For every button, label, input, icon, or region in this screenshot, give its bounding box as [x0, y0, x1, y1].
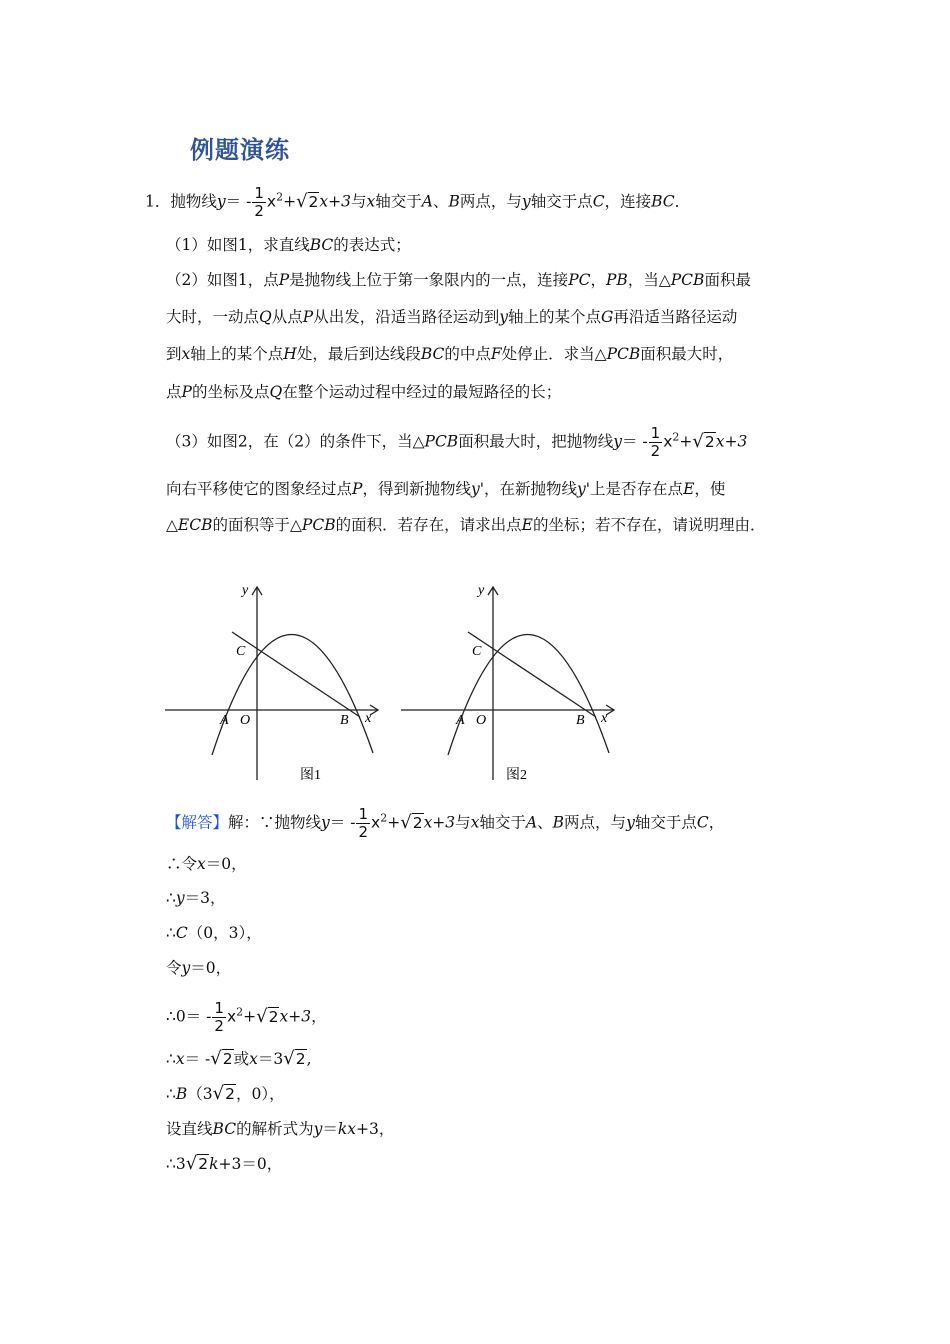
fig1-label-x: x	[365, 711, 372, 726]
figure-1	[160, 575, 390, 790]
solution-step-9: ∴3√2k+3＝0，	[166, 1153, 283, 1174]
part2-line3: 到x轴上的某个点H处，最后到达线段BC的中点F处停止．求当△PCB面积最大时，	[166, 345, 734, 363]
solution-step-3: ∴C（0，3），	[166, 924, 262, 942]
fig2-label-c: C	[472, 644, 482, 659]
part2-line1: （2）如图1，点P是抛物线上位于第一象限内的一点，连接PC，PB，当△PCB面积最	[166, 271, 751, 289]
part3-line2: 向右平移使它的图象经过点P，得到新抛物线y'，在新抛物线y'上是否存在点E，使	[166, 480, 726, 498]
fig1-caption: 图1	[300, 768, 321, 783]
part3-line1: （3）如图2，在（2）的条件下，当△PCB面积最大时，把抛物线y＝ - $\frac{1}{2}$ $x^2+√2x+3$	[166, 424, 748, 460]
fig1-label-y: y	[242, 583, 249, 598]
fig2-label-x: x	[601, 711, 608, 726]
fig2-label-b: B	[576, 713, 585, 728]
fig2-label-y: y	[478, 583, 485, 598]
answer-tag: 【解答】	[166, 813, 229, 832]
fig2-label-o: O	[476, 713, 487, 728]
part2-line2: 大时，一动点Q从点P从出发，沿适当路径运动到y轴上的某个点G再沿适当路径运动	[166, 308, 738, 326]
solution-lead: 【解答】解：∵抛物线y＝ - $\frac{1}{2}$ $x^2+√2x+3$与x轴交于A、B两点，与y轴交于点C，	[166, 805, 725, 841]
figure-2	[396, 575, 626, 790]
solution-step-4: 令y＝0，	[166, 959, 232, 977]
solution-step-8: 设直线BC的解析式为y＝kx+3，	[166, 1120, 395, 1138]
fig1-label-c: C	[236, 644, 246, 659]
problem-intro: 1．抛物线y＝ - $\frac{1}{2}$ $x^2+√2x+3$与x轴交于A、B两点，与y轴交于点C，连接BC．	[145, 184, 691, 220]
fraction-half: $\frac{1}{2}$	[254, 184, 264, 220]
solution-step-2: ∴y＝3，	[166, 889, 226, 907]
solution-step-5: ∴0＝ - $\frac{1}{2}$ $x^2+√2x+3$，	[166, 999, 327, 1035]
solution-step-6: ∴x＝ -√2或x＝3√2,	[166, 1048, 312, 1069]
section-title: 例题演练	[190, 136, 290, 164]
solution-step-7: ∴B（3√2，0），	[166, 1083, 285, 1104]
fig1-label-a: A	[220, 713, 229, 728]
part3-line3: △ECB的面积等于△PCB的面积．若存在，请求出点E的坐标；若不存在，请说明理由．	[166, 516, 766, 534]
fig2-label-a: A	[456, 713, 465, 728]
part2-line4: 点P的坐标及点Q在整个运动过程中经过的最短路径的长；	[166, 383, 562, 401]
solution-step-1: ∴令x＝0，	[166, 855, 247, 873]
fig1-label-b: B	[340, 713, 349, 728]
part1: （1）如图1，求直线BC的表达式；	[166, 236, 411, 254]
fig1-label-o: O	[240, 713, 251, 728]
fig2-caption: 图2	[506, 768, 527, 783]
sqrt-2: √2	[296, 190, 319, 212]
